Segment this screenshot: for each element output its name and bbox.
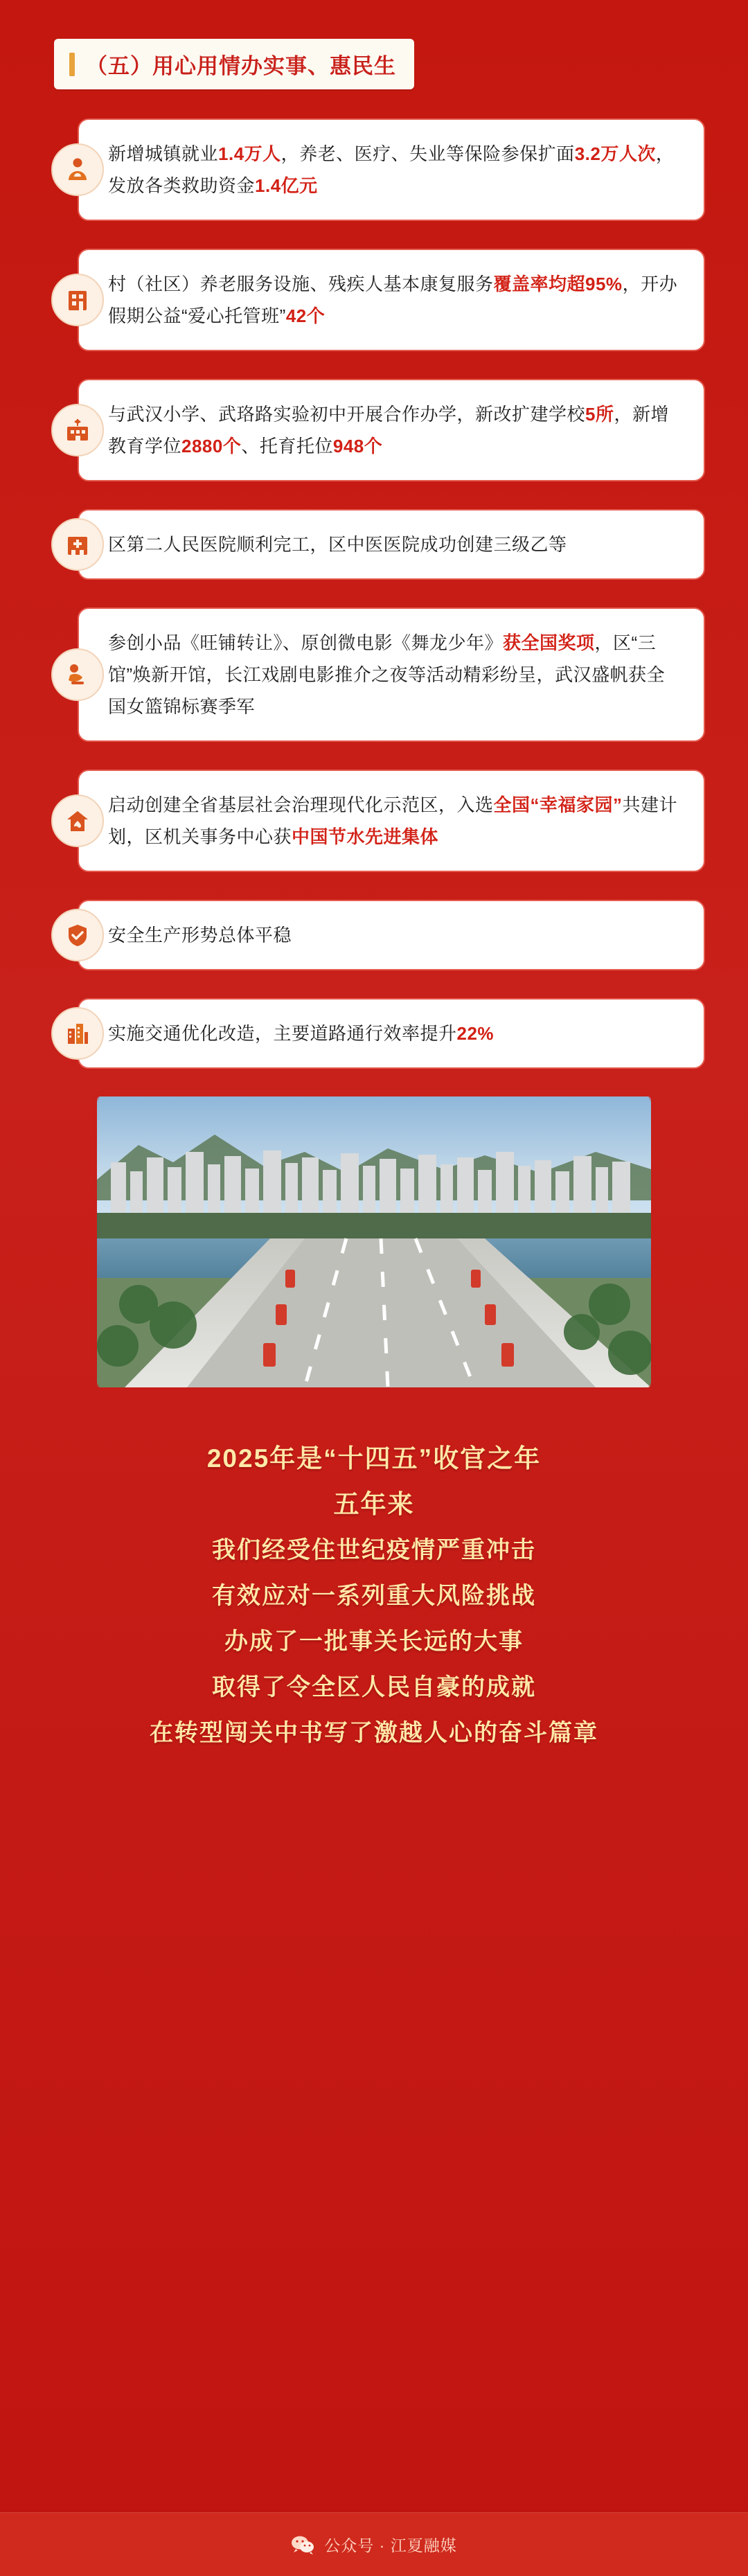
photo-block <box>97 1096 651 1387</box>
card-text: 启动创建全省基层社会治理现代化示范区，入选全国“幸福家园”共建计划，区机关事务中心获中国节水先进集体 <box>108 794 678 847</box>
closing-line: 我们经受住世纪疫情严重冲击 <box>212 1537 536 1563</box>
list-item <box>78 998 705 1069</box>
culture-icon <box>51 648 104 701</box>
closing-line: 办成了一批事关长远的大事 <box>224 1628 524 1655</box>
list-item <box>78 379 705 481</box>
closing-line: 取得了令全区人民自豪的成就 <box>212 1674 536 1700</box>
shield-safety-icon <box>51 909 104 961</box>
home-community-icon <box>51 794 104 847</box>
card-text: 安全生产形势总体平稳 <box>108 925 292 945</box>
card-text: 新增城镇就业1.4万人，养老、医疗、失业等保险参保扩面3.2万人次，发放各类救助资金1.4亿元 <box>108 143 675 196</box>
hospital-icon <box>51 518 104 571</box>
card-text: 实施交通优化改造，主要道路通行效率提升22% <box>108 1023 495 1044</box>
city-traffic-icon <box>51 1007 104 1060</box>
card-text: 村（社区）养老服务设施、残疾人基本康复服务覆盖率均超95%，开办假期公益“爱心托管班”42个 <box>108 274 678 326</box>
list-item <box>78 249 705 351</box>
achievement-card-list <box>0 118 748 1069</box>
list-item <box>78 607 705 742</box>
footer-bar <box>0 2512 748 2576</box>
closing-line: 在转型闯关中书写了激越人心的奋斗篇章 <box>150 1720 598 1746</box>
closing-slogan <box>48 1436 700 1756</box>
building-service-icon <box>51 274 104 326</box>
school-icon <box>51 404 104 456</box>
person-care-icon <box>51 143 104 196</box>
card-text: 参创小品《旺铺转让》、原创微电影《舞龙少年》获全国奖项，区“三馆”焕新开馆，长江戏剧电影推介之夜等活动精彩纷呈，武汉盛帆获全国女篮锦标赛季军 <box>108 632 666 717</box>
heading-accent-bar <box>69 53 75 76</box>
list-item <box>78 900 705 970</box>
closing-line: 有效应对一系列重大风险挑战 <box>212 1583 536 1609</box>
card-text: 与武汉小学、武珞路实验初中开展合作办学，新改扩建学校5所，新增教育学位2880个、托育托位948个 <box>108 404 669 456</box>
section-heading <box>54 39 414 89</box>
card-text: 区第二人民医院顺利完工，区中医医院成功创建三级乙等 <box>108 534 567 555</box>
list-item <box>78 509 705 580</box>
city-bridge-photo <box>97 1096 651 1387</box>
footer-text: 公众号 · 江夏融媒 <box>324 2537 457 2555</box>
closing-line: 五年来 <box>333 1490 415 1518</box>
list-item <box>78 770 705 872</box>
list-item <box>78 118 705 221</box>
closing-line: 2025年是“十四五”收官之年 <box>206 1444 542 1473</box>
section-heading-text: （五）用心用情办实事、惠民生 <box>86 54 396 78</box>
wechat-icon <box>291 2535 314 2555</box>
